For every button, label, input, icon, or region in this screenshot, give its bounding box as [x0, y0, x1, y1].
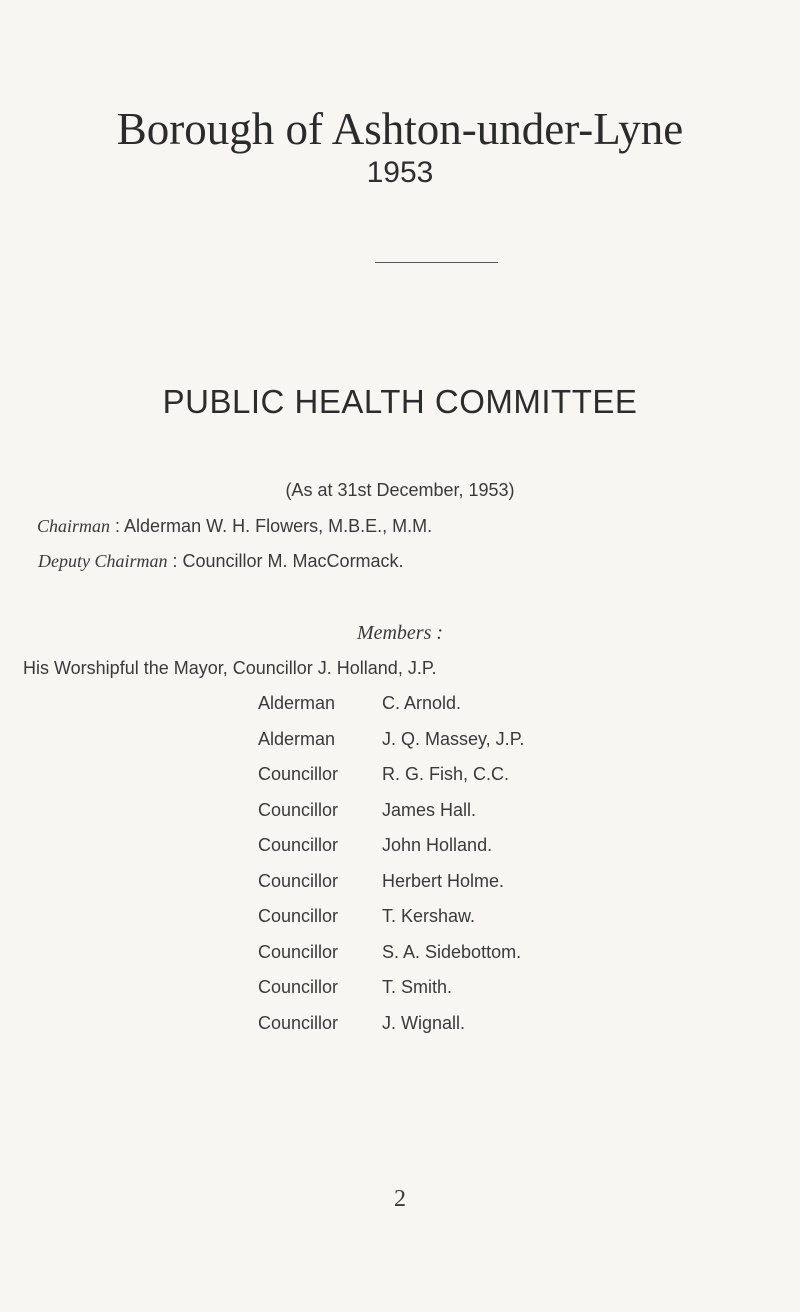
member-name: J. Q. Massey, J.P. — [382, 728, 525, 749]
member-title: Councillor — [258, 835, 339, 855]
committee-heading: PUBLIC HEALTH COMMITTEE — [162, 383, 638, 420]
divider-rule — [375, 262, 498, 263]
member-title: Councillor — [258, 870, 339, 891]
member-name: James Hall. — [382, 799, 477, 820]
chairman-line — [37, 514, 432, 538]
report-year: 1953 — [366, 156, 434, 189]
member-name: J. Wignall. — [382, 1012, 466, 1033]
member-title: Alderman — [258, 693, 336, 713]
chairman-name: : Alderman W. H. Flowers, M.B.E., M.M. — [115, 516, 433, 536]
member-item — [258, 1011, 524, 1047]
member-item — [258, 940, 524, 976]
members-heading: Members : — [356, 622, 444, 644]
member-item — [258, 833, 524, 869]
member-title: Councillor — [258, 906, 339, 926]
page-number: 2 — [394, 1186, 406, 1212]
member-title: Alderman — [258, 728, 336, 749]
deputy-chairman-line — [38, 549, 404, 573]
member-name: Herbert Holme. — [382, 870, 505, 891]
member-item — [258, 762, 524, 798]
member-name: T. Smith. — [382, 977, 453, 997]
member-name: John Holland. — [382, 835, 493, 855]
member-item — [258, 798, 524, 834]
deputy-chairman-role: Deputy Chairman — [38, 551, 168, 571]
borough-title: Borough of Ashton-under-Lyne — [116, 104, 684, 154]
member-item — [258, 975, 524, 1011]
deputy-chairman-name: : Councillor M. MacCormack. — [172, 551, 404, 571]
member-name: T. Kershaw. — [382, 906, 476, 926]
member-name: S. A. Sidebottom. — [382, 941, 522, 962]
member-item — [258, 869, 524, 905]
as-at-date: (As at 31st December, 1953) — [285, 480, 515, 500]
member-name: R. G. Fish, C.C. — [382, 764, 510, 784]
members-list — [258, 691, 524, 1046]
member-item — [258, 727, 524, 763]
member-title: Councillor — [258, 941, 339, 962]
member-title: Councillor — [258, 1012, 339, 1033]
member-item — [258, 691, 524, 727]
member-title: Councillor — [258, 977, 339, 997]
member-name: C. Arnold. — [382, 693, 462, 713]
member-item — [258, 904, 524, 940]
member-title: Councillor — [258, 799, 339, 820]
member-title: Councillor — [258, 764, 339, 784]
member-mayor: His Worshipful the Mayor, Councillor J. Holland, J.P. — [23, 658, 437, 678]
chairman-role: Chairman — [37, 516, 111, 536]
